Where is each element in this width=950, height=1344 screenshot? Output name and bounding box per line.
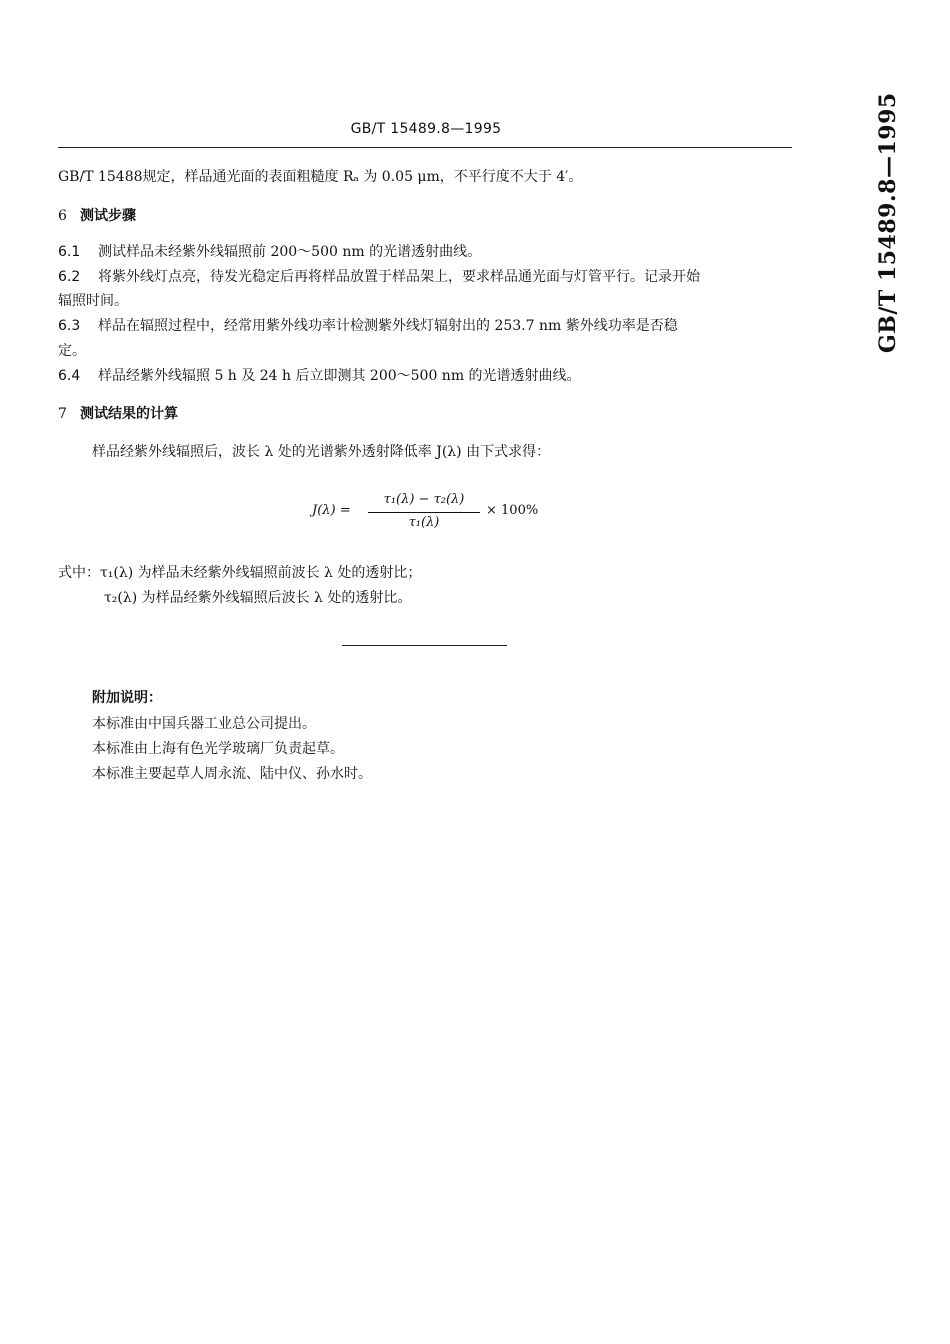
where-prefix: 式中： xyxy=(58,565,100,581)
formula-denominator: τ₁(λ) xyxy=(408,515,440,530)
appendix-title: 附加说明： xyxy=(92,690,162,706)
where-line-1 xyxy=(58,564,421,582)
intro-line: GB/T 15488规定，样品通光面的表面粗糙度 Rₐ 为 0.05 μm，不平行度不大于 4′。 xyxy=(58,169,583,185)
appendix-line: 本标准由上海有色光学玻璃厂负责起草。 xyxy=(92,741,344,757)
item-text: 测试样品未经紫外线辐照前 200～500 nm 的光谱透射曲线。 xyxy=(98,244,482,260)
fraction-bar xyxy=(368,512,480,513)
item-6-2 xyxy=(58,268,700,286)
item-text: 将紫外线灯点亮，待发光稳定后再将样品放置于样品架上，要求样品通光面与灯管平行。记录开始 xyxy=(98,269,700,285)
item-6-4 xyxy=(58,367,581,385)
item-number: 6.3 xyxy=(58,318,81,334)
item-text: 样品经紫外线辐照 5 h 及 24 h 后立即测其 200～500 nm 的光谱透射曲线。 xyxy=(98,368,581,384)
appendix-line: 本标准主要起草人周永流、陆中仪、孙水时。 xyxy=(92,766,372,782)
section-7-heading xyxy=(58,405,178,423)
section-7-number: 7 xyxy=(58,406,67,422)
header-standard-code: GB/T 15489.8—1995 xyxy=(350,121,502,137)
formula xyxy=(312,492,552,534)
section-7-title: 测试结果的计算 xyxy=(80,406,178,422)
item-number: 6.4 xyxy=(58,368,81,384)
item-text: 样品在辐照过程中，经常用紫外线功率计检测紫外线灯辐射出的 253.7 nm 紫外线功率是否稳 xyxy=(98,318,678,334)
item-6-3 xyxy=(58,317,678,335)
item-6-1 xyxy=(58,243,481,261)
section-6-heading xyxy=(58,207,136,225)
where-line-2: τ₂(λ) 为样品经紫外线辐照后波长 λ 处的透射比。 xyxy=(104,590,412,606)
section-6-number: 6 xyxy=(58,208,67,224)
header-rule xyxy=(58,147,792,148)
end-rule xyxy=(342,645,507,646)
formula-rhs: × 100% xyxy=(486,503,539,518)
appendix-line: 本标准由中国兵器工业总公司提出。 xyxy=(92,716,316,732)
side-standard-code: GB/T 15489.8—1995 xyxy=(875,92,901,353)
item-6-3-continuation: 定。 xyxy=(58,343,86,359)
section-7-paragraph: 样品经紫外线辐照后，波长 λ 处的光谱紫外透射降低率 J(λ) 由下式求得： xyxy=(92,444,551,460)
item-6-2-continuation: 辐照时间。 xyxy=(58,293,128,309)
where-definition: τ₁(λ) 为样品未经紫外线辐照前波长 λ 处的透射比； xyxy=(100,565,422,581)
item-number: 6.1 xyxy=(58,244,81,260)
formula-numerator: τ₁(λ) − τ₂(λ) xyxy=(383,492,465,507)
item-number: 6.2 xyxy=(58,269,81,285)
formula-lhs: J(λ) = xyxy=(312,503,351,518)
section-6-title: 测试步骤 xyxy=(80,208,136,224)
